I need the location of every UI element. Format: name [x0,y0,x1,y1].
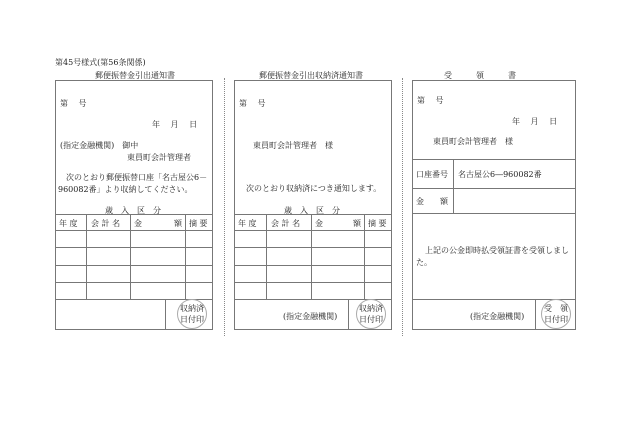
panel3-title: 受 領 書 [444,71,516,80]
p2-col-summary: 摘 要 [368,219,387,228]
panel1-section: 歳 入 区 分 [105,206,161,215]
p2-col-account: 会 計 名 [271,219,301,228]
panel3-text2: た。 [416,258,432,267]
panel2-bank: (指定金融機関) [283,312,338,321]
p2-col-year: 年 度 [238,219,257,228]
panel2-stamp: 収納済 日付印 [356,299,386,329]
account-label: 口座番号 [416,170,448,179]
panel1-stamp: 収納済 日付印 [177,299,207,329]
account-value: 名古屋公6―960082番 [458,170,542,179]
p1-col-account: 会 計 名 [91,219,121,228]
panel1-number: 第 号 [60,99,87,108]
panel2-title: 郵便振替金引出収納済通知書 [259,71,363,80]
p2-col-amount-a: 金 [315,219,323,228]
p1-col-amount-b: 額 [174,219,182,228]
form-label: 第45号様式(第56条関係) [55,58,146,67]
panel1-title: 郵便振替金引出通知書 [95,71,175,80]
p2-col-amount-b: 額 [353,219,361,228]
panel2-text: 次のとおり収納済につき通知します。 [246,184,382,193]
p1-col-summary: 摘 要 [189,219,208,228]
panel3-text1: 上記の公金即時払受領証書を受領しまし [425,246,569,255]
panel2-section: 歳 入 区 分 [284,206,340,215]
p1-col-year: 年 度 [59,219,78,228]
panel1-date: 年 月 日 [152,120,198,129]
panel1-text1: 次のとおり郵便振替口座「名古屋公6－ [66,173,208,182]
p1-col-amount-a: 金 [134,219,142,228]
panel2-number: 第 号 [239,99,266,108]
panel3-bank: (指定金融機関) [470,312,525,321]
panel3-addressee: 東員町会計管理者 様 [433,137,513,146]
panel3-number: 第 号 [417,96,444,105]
panel3-date: 年 月 日 [512,117,558,126]
panel1-bank: (指定金融機関) 御中 [60,141,139,150]
panel2-addressee: 東員町会計管理者 様 [253,141,333,150]
amount-label: 金 額 [416,197,448,206]
panel3-stamp: 受 領 日付印 [541,299,571,329]
panel1-manager: 東員町会計管理者 [127,153,191,162]
panel1-text2: 960082番」より収納してください。 [58,185,193,194]
